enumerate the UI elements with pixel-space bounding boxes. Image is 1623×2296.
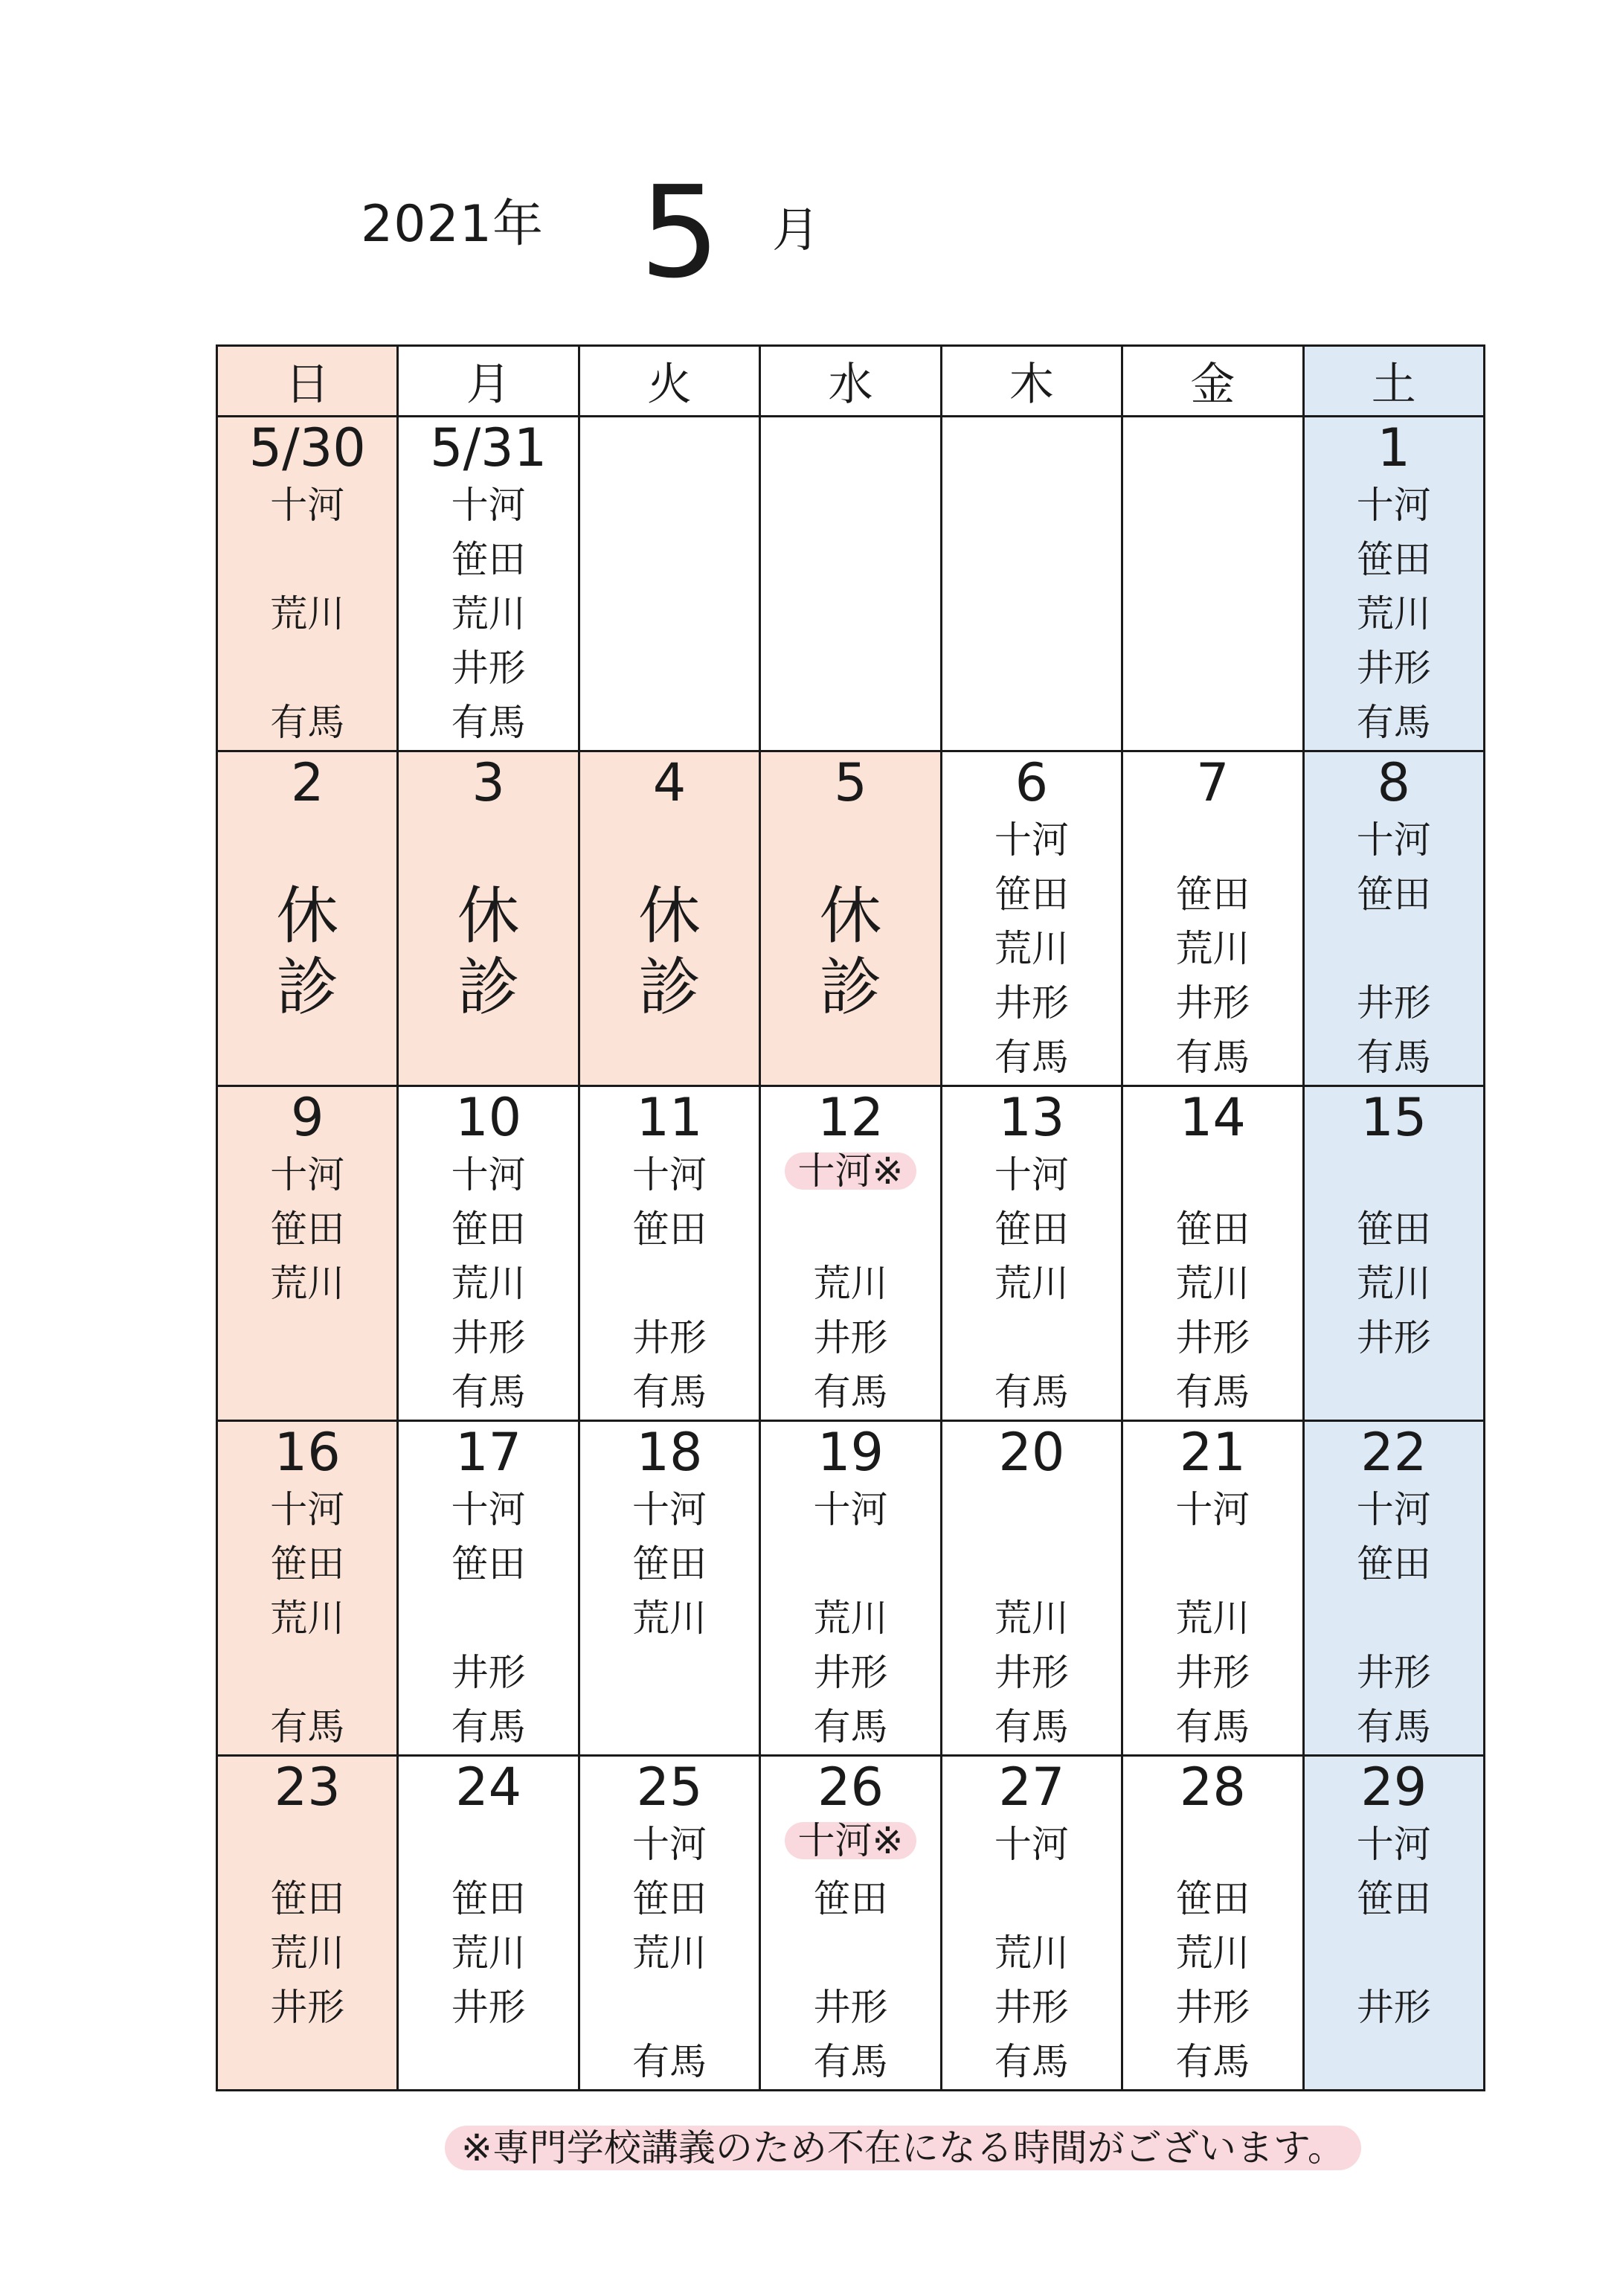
- calendar-week-row: [217, 1421, 1485, 1756]
- doctor-slot: 十河: [1356, 1823, 1431, 1866]
- calendar-title-month-number: 5: [640, 159, 721, 307]
- calendar-day-content: [761, 1757, 939, 2089]
- calendar-day-cell: [1303, 1421, 1484, 1756]
- calendar-day-content: [761, 417, 939, 750]
- doctor-slot: 有馬: [813, 2040, 888, 2083]
- calendar-day-content: [399, 1422, 577, 1754]
- day-number: 29: [1360, 1757, 1427, 1818]
- doctor-slot: 笹田: [451, 538, 526, 581]
- doctor-slot: 井形: [1356, 981, 1431, 1024]
- doctor-slot: 有馬: [994, 1705, 1069, 1748]
- closed-day-char: 休: [638, 879, 701, 952]
- doctor-slot: 井形: [632, 1316, 707, 1359]
- doctor-slot: 有馬: [994, 1036, 1069, 1079]
- day-number: 3: [472, 752, 505, 813]
- doctor-slot: 荒川: [1175, 927, 1250, 970]
- calendar-day-content: [218, 752, 396, 1085]
- closed-day-char: 診: [457, 951, 520, 1024]
- calendar-day-content: [399, 1087, 577, 1420]
- day-number: 28: [1179, 1757, 1246, 1818]
- doctor-slot: 十河: [994, 1823, 1069, 1866]
- calendar-day-content: [580, 752, 759, 1085]
- doctor-slot: 笹田: [270, 1208, 345, 1251]
- doctor-slot: 井形: [994, 981, 1069, 1024]
- weekday-tuesday: 火: [579, 346, 759, 417]
- doctor-slot: 笹田: [1356, 873, 1431, 916]
- calendar-day-cell: [398, 1756, 579, 2091]
- calendar-title-month-label: 月: [772, 203, 820, 258]
- doctor-slot: 十河: [1356, 484, 1431, 527]
- doctor-slot: 有馬: [1356, 701, 1431, 744]
- day-number: 20: [998, 1422, 1065, 1483]
- doctor-slot: 十河: [1356, 1488, 1431, 1531]
- footnote-absence-note: ※専門学校講義のため不在になる時間がございます。: [445, 2126, 1361, 2170]
- doctor-slot: 荒川: [270, 592, 345, 635]
- day-number: 5/31: [430, 417, 547, 478]
- calendar-day-cell: [579, 1086, 759, 1421]
- calendar-day-content: [580, 1757, 759, 2089]
- closed-day-char: 診: [276, 951, 339, 1024]
- calendar-day-cell: [398, 1421, 579, 1756]
- doctor-slot: 笹田: [451, 1542, 526, 1585]
- calendar-day-cell: [217, 417, 398, 751]
- doctor-slot: 十河※: [785, 1152, 917, 1190]
- calendar-day-cell: [1122, 1421, 1303, 1756]
- calendar-day-cell: [760, 1086, 941, 1421]
- day-number: 7: [1196, 752, 1230, 813]
- doctor-slot: 荒川: [1175, 1931, 1250, 1975]
- calendar-day-cell: [941, 1421, 1122, 1756]
- doctor-slot: 荒川: [813, 1262, 888, 1305]
- calendar-day-cell: [1122, 417, 1303, 751]
- day-number: 6: [1015, 752, 1049, 813]
- doctor-slot: 荒川: [1356, 1262, 1431, 1305]
- calendar-day-content: [218, 1087, 396, 1420]
- weekday-sunday: 日: [217, 346, 398, 417]
- day-number: 24: [455, 1757, 522, 1818]
- doctor-slot: 井形: [813, 1651, 888, 1694]
- doctor-slot: 十河: [632, 1153, 707, 1196]
- doctor-slot: 井形: [1356, 1316, 1431, 1359]
- doctor-slot: 荒川: [994, 1931, 1069, 1975]
- doctor-slot: 十河: [270, 484, 345, 527]
- calendar-day-content: [580, 1422, 759, 1754]
- calendar-day-content: [942, 1422, 1121, 1754]
- calendar-day-cell: [217, 751, 398, 1086]
- doctor-slot: 有馬: [994, 1370, 1069, 1414]
- doctor-slot: 井形: [1175, 1986, 1250, 2029]
- closed-day-label: [638, 880, 701, 1023]
- doctor-slot: 笹田: [632, 1208, 707, 1251]
- calendar-day-cell: [579, 1756, 759, 2091]
- calendar-day-cell: [760, 1421, 941, 1756]
- doctor-slot: 井形: [1175, 1316, 1250, 1359]
- doctor-slot: 有馬: [1175, 1036, 1250, 1079]
- calendar-day-cell: [1303, 1756, 1484, 2091]
- doctor-slot: 十河: [451, 1488, 526, 1531]
- day-number: 5/30: [248, 417, 366, 478]
- day-number: 19: [817, 1422, 884, 1483]
- doctor-slot: 井形: [451, 1651, 526, 1694]
- day-number: 8: [1377, 752, 1411, 813]
- calendar-day-content: [761, 1087, 939, 1420]
- closed-day-label: [457, 880, 520, 1023]
- doctor-slot: 井形: [451, 1986, 526, 2029]
- doctor-slot: 十河: [994, 818, 1069, 862]
- doctor-slot: 井形: [1356, 1651, 1431, 1694]
- day-number: 13: [998, 1087, 1065, 1148]
- doctor-slot: 笹田: [994, 873, 1069, 916]
- doctor-slot: 荒川: [813, 1597, 888, 1640]
- doctor-slot: 井形: [1356, 1986, 1431, 2029]
- day-number: 16: [274, 1422, 341, 1483]
- day-number: 15: [1360, 1087, 1427, 1148]
- calendar-day-content: [942, 417, 1121, 750]
- calendar-day-content: [580, 1087, 759, 1420]
- doctor-slot: 荒川: [270, 1597, 345, 1640]
- doctor-slot: 有馬: [1175, 1370, 1250, 1414]
- calendar-day-content: [1305, 1087, 1483, 1420]
- weekday-saturday: 土: [1303, 346, 1484, 417]
- doctor-slot: 有馬: [451, 1370, 526, 1414]
- doctor-slot: 十河: [994, 1153, 1069, 1196]
- doctor-slot: 有馬: [1175, 1705, 1250, 1748]
- calendar-day-content: [218, 1422, 396, 1754]
- doctor-slot: 有馬: [451, 1705, 526, 1748]
- doctor-slot: 十河: [1175, 1488, 1250, 1531]
- closed-day-char: 診: [638, 951, 701, 1024]
- calendar-day-content: [1123, 1087, 1302, 1420]
- doctor-slot: 笹田: [1356, 1877, 1431, 1920]
- doctor-slot: 荒川: [270, 1931, 345, 1975]
- calendar-day-content: [1123, 1757, 1302, 2089]
- calendar-day-cell: [1122, 1086, 1303, 1421]
- closed-day-char: 診: [819, 951, 882, 1024]
- day-number: 14: [1179, 1087, 1246, 1148]
- doctor-slot: 笹田: [270, 1542, 345, 1585]
- doctor-slot: 笹田: [1175, 873, 1250, 916]
- doctor-slot: 荒川: [994, 927, 1069, 970]
- calendar-day-content: [1305, 752, 1483, 1085]
- doctor-slot: 十河: [632, 1488, 707, 1531]
- weekday-header-row: [217, 346, 1485, 417]
- calendar-day-content: [1123, 752, 1302, 1085]
- doctor-slot: 笹田: [994, 1208, 1069, 1251]
- doctor-slot: 有馬: [1356, 1036, 1431, 1079]
- day-number: 22: [1360, 1422, 1427, 1483]
- calendar-weeks: [217, 417, 1485, 2091]
- day-number: 4: [652, 752, 687, 813]
- doctor-slot: 笹田: [451, 1208, 526, 1251]
- calendar-day-content: [399, 1757, 577, 2089]
- doctor-slot: 井形: [270, 1986, 345, 2029]
- doctor-slot: 有馬: [270, 1705, 345, 1748]
- doctor-slot: 井形: [994, 1986, 1069, 2029]
- calendar-day-content: [942, 1757, 1121, 2089]
- calendar-day-cell: [1303, 417, 1484, 751]
- day-number: 10: [455, 1087, 522, 1148]
- day-number: 9: [290, 1087, 324, 1148]
- doctor-slot: 十河: [451, 1153, 526, 1196]
- doctor-slot: 荒川: [632, 1931, 707, 1975]
- doctor-slot: 有馬: [813, 1370, 888, 1414]
- calendar-day-cell: [760, 1756, 941, 2091]
- doctor-slot: 井形: [451, 647, 526, 690]
- calendar-day-content: [218, 417, 396, 750]
- doctor-slot: 井形: [813, 1316, 888, 1359]
- doctor-slot: 荒川: [994, 1262, 1069, 1305]
- calendar-day-content: [1123, 417, 1302, 750]
- closed-day-char: 休: [276, 879, 339, 952]
- day-number: 5: [834, 752, 867, 813]
- closed-day-char: 休: [819, 879, 882, 952]
- doctor-slot: 有馬: [632, 2040, 707, 2083]
- calendar-day-cell: [398, 1086, 579, 1421]
- calendar-day-content: [942, 752, 1121, 1085]
- doctor-slot: 有馬: [270, 701, 345, 744]
- doctor-slot: 有馬: [994, 2040, 1069, 2083]
- calendar-day-cell: [1303, 1086, 1484, 1421]
- calendar-day-content: [399, 417, 577, 750]
- calendar-day-content: [1305, 1757, 1483, 2089]
- doctor-slot: 十河※: [785, 1822, 917, 1859]
- doctor-slot: 笹田: [813, 1877, 888, 1920]
- calendar-day-content: [942, 1087, 1121, 1420]
- calendar-day-cell: [1303, 751, 1484, 1086]
- doctor-slot: 有馬: [1356, 1705, 1431, 1748]
- day-number: 23: [274, 1757, 341, 1818]
- doctor-slot: 十河: [813, 1488, 888, 1531]
- doctor-slot: 笹田: [632, 1877, 707, 1920]
- calendar-week-row: [217, 751, 1485, 1086]
- doctor-slot: 笹田: [1356, 1208, 1431, 1251]
- day-number: 21: [1179, 1422, 1246, 1483]
- doctor-slot: 井形: [1356, 647, 1431, 690]
- closed-day-char: 休: [457, 879, 520, 952]
- doctor-slot: 荒川: [1175, 1597, 1250, 1640]
- doctor-slot: 十河: [451, 484, 526, 527]
- calendar-day-content: [1123, 1422, 1302, 1754]
- doctor-slot: 荒川: [1175, 1262, 1250, 1305]
- doctor-slot: 荒川: [451, 1931, 526, 1975]
- day-number: 25: [636, 1757, 703, 1818]
- doctor-slot: 荒川: [994, 1597, 1069, 1640]
- calendar-day-cell: [941, 751, 1122, 1086]
- calendar-day-cell: [579, 751, 759, 1086]
- doctor-slot: 井形: [1175, 981, 1250, 1024]
- doctor-slot: 荒川: [451, 592, 526, 635]
- calendar-week-row: [217, 417, 1485, 751]
- day-number: 11: [636, 1087, 703, 1148]
- calendar-day-cell: [941, 1756, 1122, 2091]
- calendar-day-cell: [941, 1086, 1122, 1421]
- closed-day-label: [819, 880, 881, 1023]
- calendar-day-cell: [579, 417, 759, 751]
- calendar-day-content: [399, 752, 577, 1085]
- calendar-day-cell: [217, 1421, 398, 1756]
- doctor-slot: 十河: [270, 1488, 345, 1531]
- doctor-slot: 十河: [632, 1823, 707, 1866]
- calendar-day-cell: [217, 1756, 398, 2091]
- doctor-slot: 笹田: [632, 1542, 707, 1585]
- calendar-day-content: [1305, 1422, 1483, 1754]
- doctor-slot: 笹田: [451, 1877, 526, 1920]
- weekday-monday: 月: [398, 346, 579, 417]
- calendar-day-cell: [1122, 1756, 1303, 2091]
- calendar-day-content: [761, 752, 939, 1085]
- doctor-slot: 荒川: [451, 1262, 526, 1305]
- calendar-day-cell: [941, 417, 1122, 751]
- day-number: 1: [1377, 417, 1411, 478]
- calendar-title-year: 2021年: [361, 195, 544, 254]
- doctor-slot: 井形: [994, 1651, 1069, 1694]
- calendar-day-content: [218, 1757, 396, 2089]
- day-number: 2: [290, 752, 324, 813]
- doctor-slot: 笹田: [1175, 1208, 1250, 1251]
- calendar-day-cell: [217, 1086, 398, 1421]
- day-number: 27: [998, 1757, 1065, 1818]
- doctor-slot: 井形: [1175, 1651, 1250, 1694]
- calendar-day-content: [580, 417, 759, 750]
- doctor-slot: 荒川: [270, 1262, 345, 1305]
- calendar-day-content: [761, 1422, 939, 1754]
- weekday-friday: 金: [1122, 346, 1303, 417]
- closed-day-label: [276, 880, 338, 1023]
- doctor-slot: 井形: [813, 1986, 888, 2029]
- doctor-slot: 笹田: [1175, 1877, 1250, 1920]
- weekday-wednesday: 水: [760, 346, 941, 417]
- day-number: 26: [817, 1757, 884, 1818]
- calendar-day-cell: [1122, 751, 1303, 1086]
- doctor-slot: 十河: [1356, 818, 1431, 862]
- doctor-slot: 井形: [451, 1316, 526, 1359]
- day-number: 17: [455, 1422, 522, 1483]
- calendar-day-cell: [760, 417, 941, 751]
- doctor-slot: 有馬: [813, 1705, 888, 1748]
- day-number: 12: [817, 1087, 884, 1148]
- calendar-day-cell: [398, 751, 579, 1086]
- doctor-slot: 荒川: [1356, 592, 1431, 635]
- doctor-slot: 笹田: [270, 1877, 345, 1920]
- calendar-day-cell: [760, 751, 941, 1086]
- weekday-thursday: 木: [941, 346, 1122, 417]
- calendar-day-cell: [398, 417, 579, 751]
- doctor-slot: 笹田: [1356, 538, 1431, 581]
- doctor-slot: 有馬: [632, 1370, 707, 1414]
- schedule-calendar: [216, 344, 1485, 2091]
- day-number: 18: [636, 1422, 703, 1483]
- calendar-day-cell: [579, 1421, 759, 1756]
- doctor-slot: 荒川: [632, 1597, 707, 1640]
- doctor-slot: 有馬: [451, 701, 526, 744]
- calendar-day-content: [1305, 417, 1483, 750]
- doctor-slot: 有馬: [1175, 2040, 1250, 2083]
- calendar-week-row: [217, 1086, 1485, 1421]
- calendar-week-row: [217, 1756, 1485, 2091]
- doctor-slot: 笹田: [1356, 1542, 1431, 1585]
- doctor-slot: 十河: [270, 1153, 345, 1196]
